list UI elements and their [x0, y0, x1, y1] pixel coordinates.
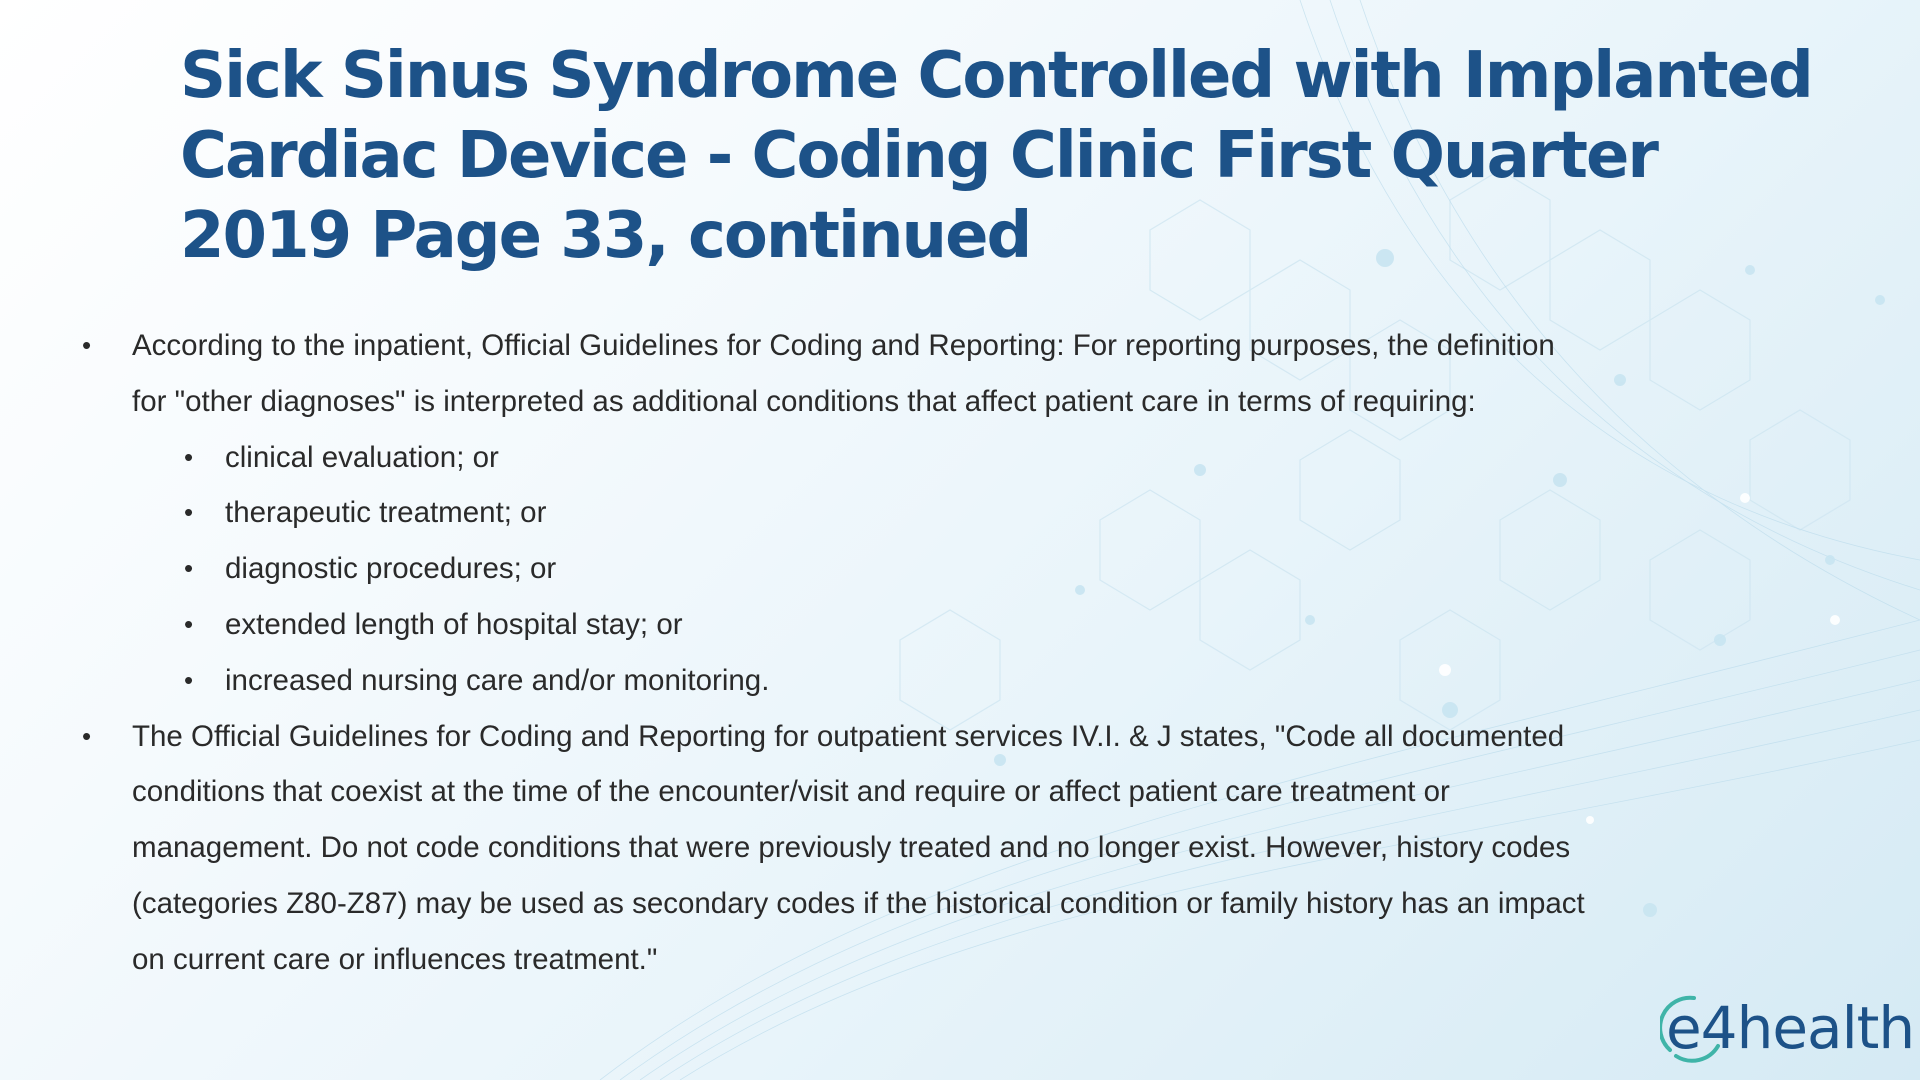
slide-title — [180, 36, 1820, 276]
bullet-2-line-2: conditions that coexist at the time of the encounter/visit and require or affect patient care treatment or — [132, 775, 1450, 809]
bullet-2-line-4: (categories Z80-Z87) may be used as secondary codes if the historical condition or family history has an impact — [132, 886, 1585, 920]
e4health-logo — [1666, 988, 1915, 1068]
bullet-1-line-2: for "other diagnoses" is interpreted as additional conditions that affect patient care in terms of requiring: — [132, 384, 1476, 418]
sub-item-nursing-care: • increased nursing care and/or monitoring. — [225, 653, 1720, 709]
title-line-1: Sick Sinus Syndrome Controlled with Implanted — [180, 39, 1812, 113]
sub-item-diagnostic-procedures: • diagnostic procedures; or — [225, 541, 1720, 597]
bullet-2-line-1: • The Official Guidelines for Coding and Reporting for outpatient services IV.I. & J states, "Code all documented — [132, 719, 1565, 753]
title-line-2: Cardiac Device - Coding Clinic First Quarter — [180, 119, 1657, 193]
content-bullet-list — [80, 318, 1720, 988]
logo-wordmark: e4health — [1666, 994, 1915, 1062]
bullet-outpatient-guidelines — [80, 709, 1720, 988]
bullet-2-line-3: management. Do not code conditions that were previously treated and no longer exist. However, history codes — [132, 831, 1571, 865]
sub-item-extended-stay: • extended length of hospital stay; or — [225, 597, 1720, 653]
sub-item-clinical-evaluation: • clinical evaluation; or — [225, 430, 1720, 486]
bullet-1-line-1: • According to the inpatient, Official Guidelines for Coding and Reporting: For reporting purposes, the definition — [132, 329, 1555, 362]
sub-item-therapeutic-treatment: • therapeutic treatment; or — [225, 485, 1720, 541]
requirement-sub-list — [132, 430, 1720, 709]
title-line-3: 2019 Page 33, continued — [180, 199, 1031, 273]
bullet-inpatient-guidelines — [80, 318, 1720, 709]
bullet-2-line-5: on current care or influences treatment." — [132, 942, 658, 976]
